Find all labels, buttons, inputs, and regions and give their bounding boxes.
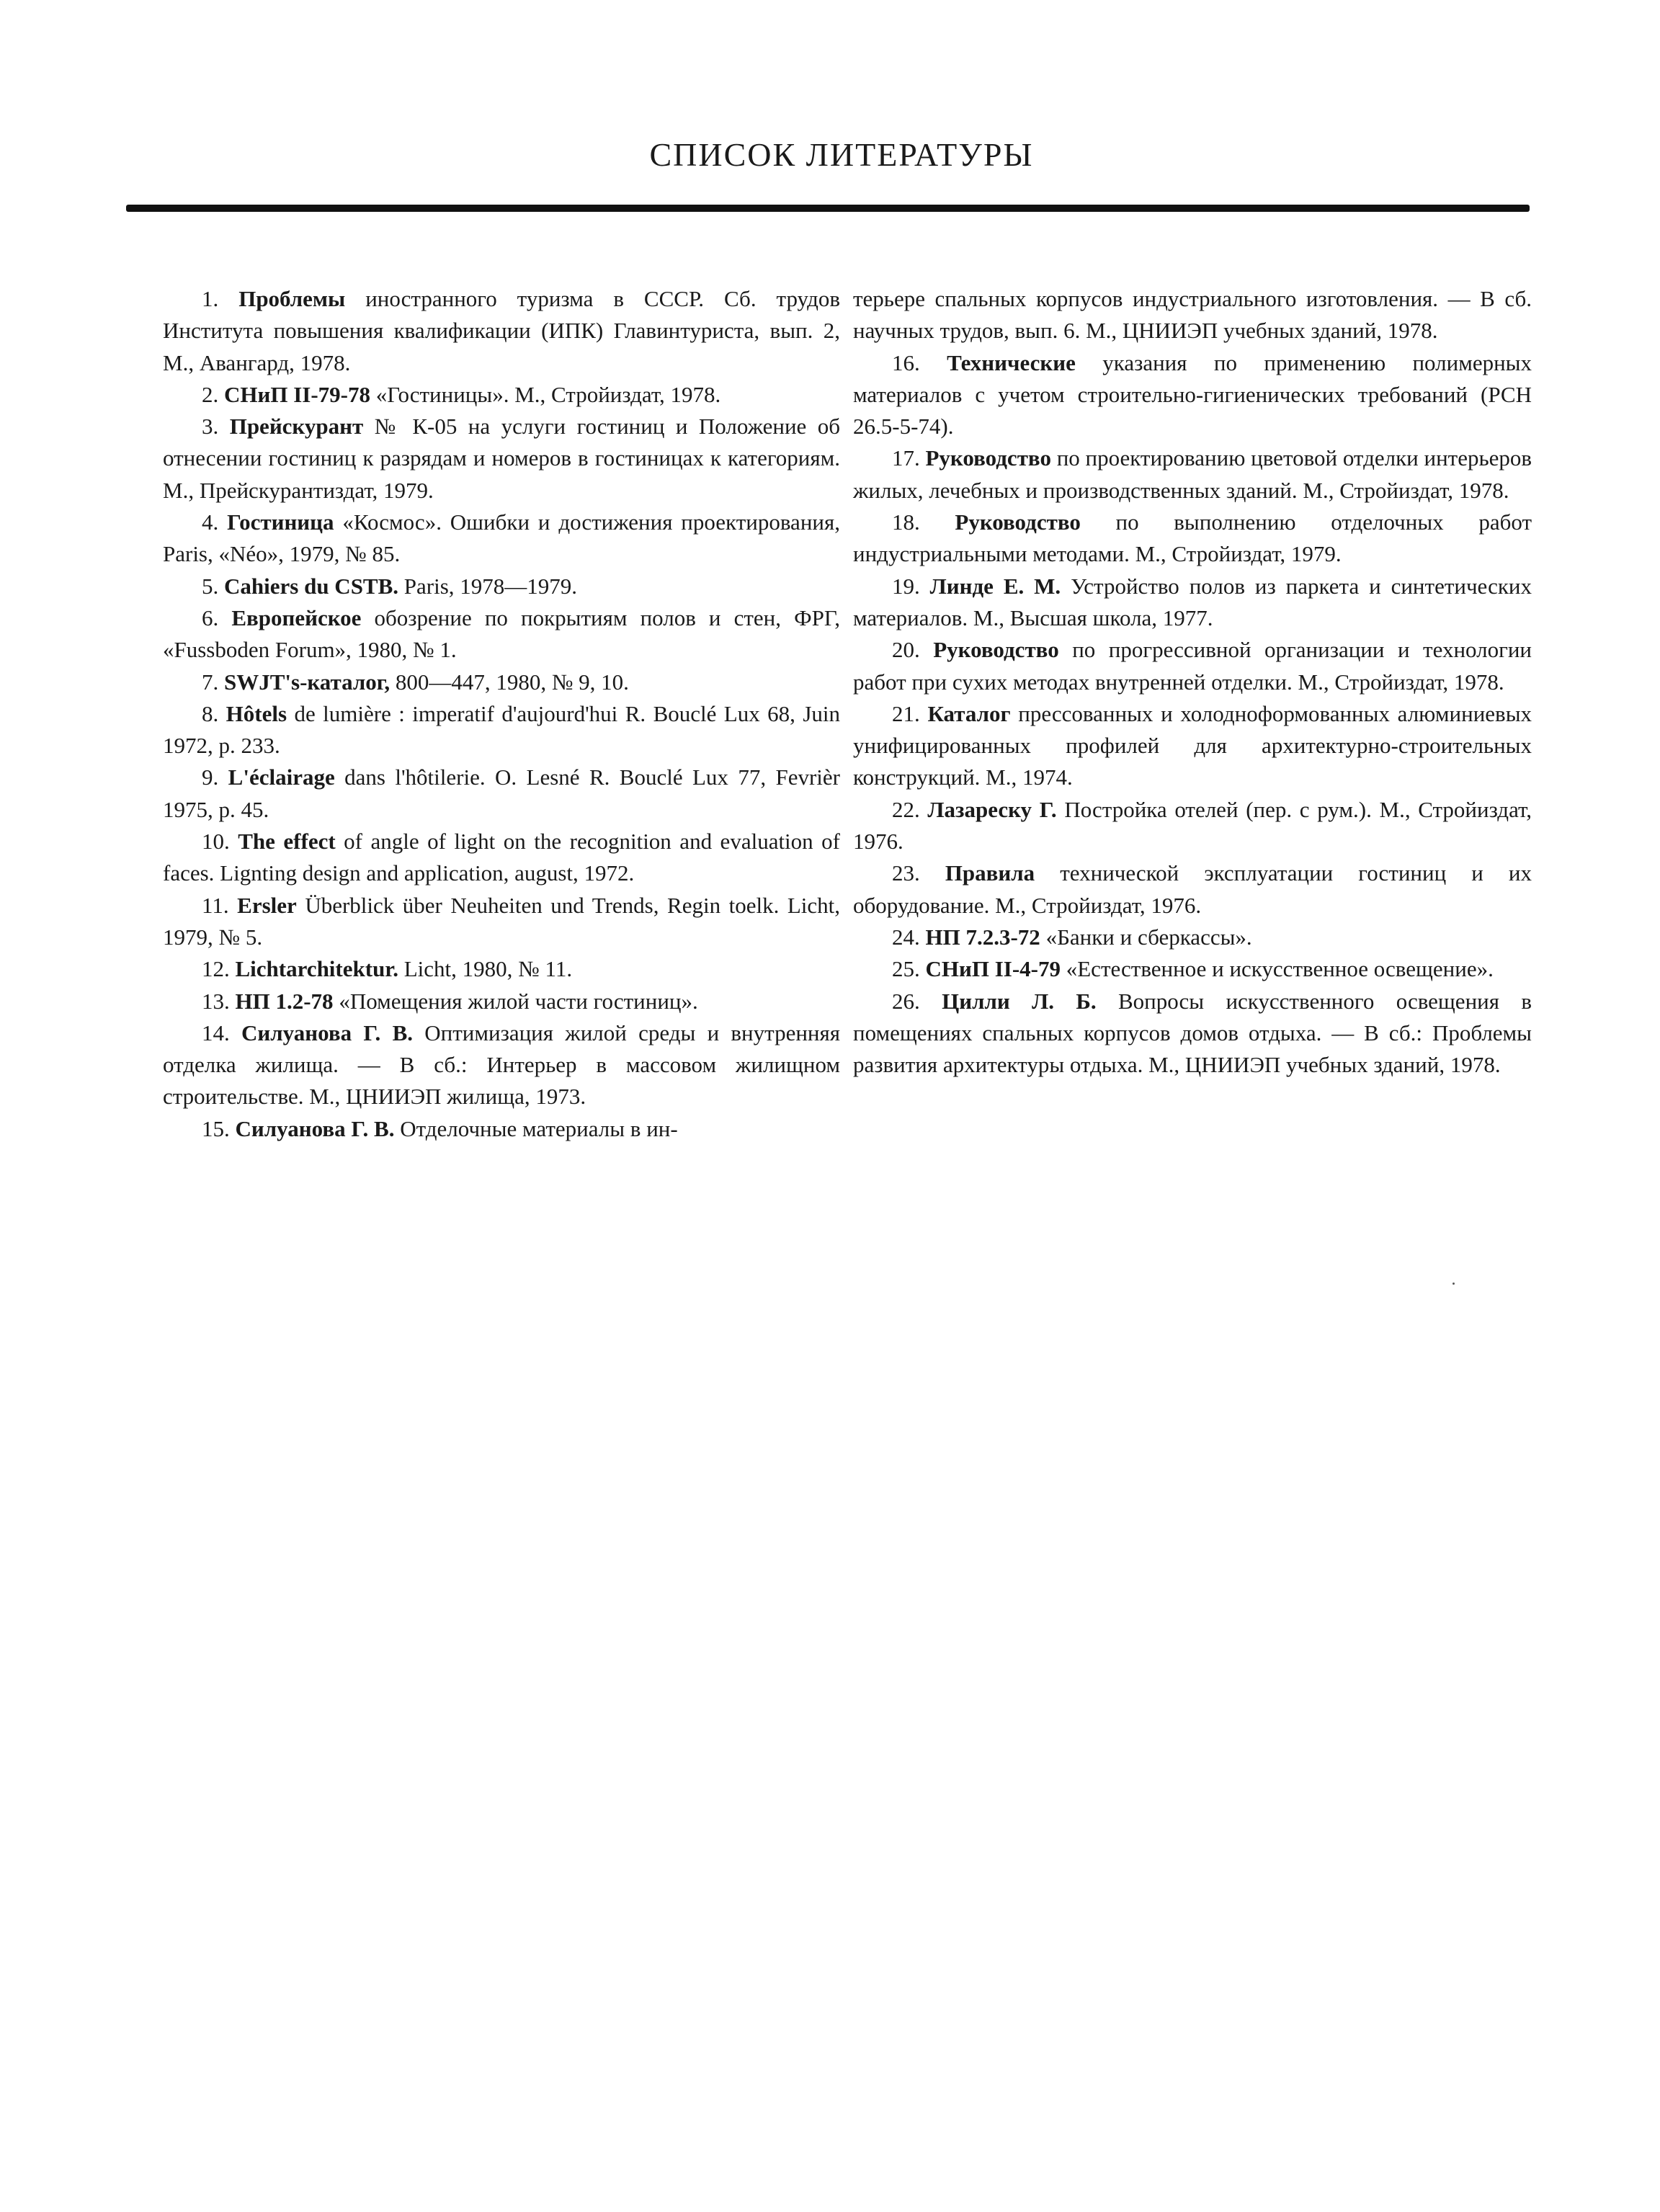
entry-lead: Cahiers du CSTB. bbox=[224, 573, 399, 599]
entry-text: Überblick über Neuheiten und Trends, Regin toelk. Licht, 1979, № 5. bbox=[163, 892, 841, 950]
entry-text: по проектированию цветовой отделки интерьеров жилых, лечебных и производственных зданий. М., Стройиздат, 1978. bbox=[853, 445, 1532, 503]
entry-lead: The effect bbox=[238, 829, 336, 855]
bibliography-entry bbox=[163, 283, 840, 379]
entry-lead: Ersler bbox=[237, 892, 297, 918]
bibliography-entry bbox=[853, 922, 1532, 953]
entry-text: Устройство полов из паркета и синтетических материалов. М., Высшая школа, 1977. bbox=[853, 573, 1532, 630]
entry-lead: Руководство bbox=[933, 637, 1059, 663]
entry-text: dans l'hôtilerie. O. Lesné R. Bouclé Lux 77, Fevrièr 1975, p. 45. bbox=[163, 764, 840, 822]
entry-text: № К-05 на услуги гостиниц и Положение об отнесении гостиниц к разрядам и номеров в гостиницах к категориям. М., Прейскурантиздат, 1979. bbox=[163, 414, 841, 503]
entry-number: 8. bbox=[202, 700, 219, 726]
entry-lead: Технические bbox=[947, 349, 1076, 375]
entry-lead: Лазареску Г. bbox=[927, 796, 1057, 822]
entry-number: 12. bbox=[202, 956, 230, 982]
entry-lead: Hôtels bbox=[226, 700, 287, 726]
entry-lead: SWJT's-каталог, bbox=[224, 669, 391, 695]
entry-number: 22. bbox=[892, 796, 920, 822]
entry-number: 18. bbox=[892, 509, 920, 535]
entry-text: Вопросы искусственного освещения в помещениях спальных корпусов домов отдыха. — В сб.: Проблемы развития архитектуры отдыха. М., ЦНИИЭП учебных зданий, 1978. bbox=[853, 988, 1532, 1078]
entry-lead: Европейское bbox=[231, 605, 362, 630]
entry-text: Оптимизация жилой среды и внутренняя отделка жилища. — В сб.: Интерьер в массовом жилищном строительстве. М., ЦНИИЭП жилища, 1973. bbox=[163, 1020, 841, 1110]
bibliography-entry bbox=[163, 602, 840, 666]
bibliography-left-column bbox=[163, 283, 840, 1145]
bibliography-entry bbox=[853, 634, 1532, 698]
entry-lead: Линде Е. М. bbox=[929, 573, 1061, 599]
entry-number: 3. bbox=[202, 414, 219, 440]
entry-text: de lumière : imperatif d'aujourd'hui R. Bouclé Lux 68, Juin 1972, p. 233. bbox=[163, 700, 840, 759]
entry-lead: Руководство bbox=[925, 445, 1051, 471]
bibliography-entry bbox=[853, 698, 1532, 794]
entry-number: 4. bbox=[202, 509, 219, 535]
entry-lead: Силуанова Г. В. bbox=[235, 1115, 395, 1141]
entry-text: терьере спальных корпусов индустриального изготовления. — В сб. научных трудов, вып. 6. М., ЦНИИЭП учебных зданий, 1978. bbox=[853, 286, 1532, 344]
entry-text: Отделочные материалы в ин- bbox=[400, 1115, 678, 1141]
page-title: СПИСОК ЛИТЕРАТУРЫ bbox=[649, 136, 1034, 173]
entry-lead: НП 1.2-78 bbox=[235, 988, 334, 1014]
bibliography-entry bbox=[163, 826, 840, 890]
entry-number: 7. bbox=[202, 669, 219, 695]
entry-text: технической эксплуатации гостиниц и их оборудование. М., Стройиздат, 1976. bbox=[853, 860, 1532, 918]
bibliography-entry bbox=[853, 857, 1532, 922]
entry-text: по прогрессивной организации и технологии работ при сухих методах внутренней отделки. М., Стройиздат, 1978. bbox=[853, 637, 1532, 695]
bibliography-entry bbox=[163, 571, 840, 602]
entry-number: 26. bbox=[892, 988, 920, 1014]
bibliography-entry bbox=[163, 379, 840, 411]
entry-lead: СНиП II-79-78 bbox=[224, 381, 370, 407]
entry-text: «Помещения жилой части гостиниц». bbox=[339, 988, 698, 1014]
entry-text: «Естественное и искусственное освещение». bbox=[1066, 956, 1494, 982]
entry-text: по выполнению отделочных работ индустриальными методами. М., Стройиздат, 1979. bbox=[853, 509, 1532, 567]
entry-lead: Проблемы bbox=[238, 286, 346, 311]
entry-text: «Банки и сберкассы». bbox=[1045, 924, 1252, 950]
entry-number: 2. bbox=[202, 381, 219, 407]
entry-lead: Прейскурант bbox=[229, 414, 364, 440]
entry-lead: Правила bbox=[945, 860, 1035, 886]
bibliography-entry bbox=[853, 507, 1532, 571]
bibliography-entry bbox=[163, 1017, 840, 1113]
title-rule bbox=[126, 205, 1530, 212]
bibliography-entry bbox=[163, 411, 840, 507]
entry-text: 800—447, 1980, № 9, 10. bbox=[395, 669, 629, 695]
entry-text: Постройка отелей (пер. с рум.). М., Стройиздат, 1976. bbox=[853, 796, 1532, 855]
bibliography-entry bbox=[163, 890, 840, 954]
entry-lead: Руководство bbox=[955, 509, 1081, 535]
entry-lead: Силуанова Г. В. bbox=[241, 1020, 413, 1045]
entry-text: прессованных и холодноформованных алюминиевых унифицированных профилей для архитектурно-строительных конструкций. М., 1974. bbox=[853, 700, 1532, 790]
entry-number: 25. bbox=[892, 956, 920, 982]
entry-lead: НП 7.2.3-72 bbox=[925, 924, 1040, 950]
entry-lead: L'éclairage bbox=[228, 764, 335, 790]
bibliography-entry bbox=[163, 507, 840, 571]
entry-text: иностранного туризма в СССР. Сб. трудов Института повышения квалификации (ИПК) Главинтуриста, вып. 2, М., Авангард, 1978. bbox=[163, 286, 841, 375]
bibliography-entry bbox=[853, 571, 1532, 635]
entry-number: 23. bbox=[892, 860, 920, 886]
entry-number: 13. bbox=[202, 988, 230, 1014]
entry-lead: Lichtarchitektur. bbox=[235, 956, 398, 982]
entry-number: 16. bbox=[892, 349, 920, 375]
entry-lead: Гостиница bbox=[227, 509, 334, 535]
bibliography-entry bbox=[853, 953, 1532, 985]
entry-text: указания по применению полимерных материалов с учетом строительно-гигиенических требований (РСН 26.5-5-74). bbox=[853, 349, 1532, 440]
entry-lead: Каталог bbox=[927, 700, 1011, 726]
entry-lead: Цилли Л. Б. bbox=[942, 988, 1097, 1014]
bibliography-entry bbox=[853, 794, 1532, 858]
bibliography-entry bbox=[163, 698, 840, 762]
entry-number: 11. bbox=[202, 892, 229, 918]
entry-number: 6. bbox=[202, 605, 219, 630]
entry-lead: СНиП II-4-79 bbox=[925, 956, 1061, 982]
entry-number: 15. bbox=[202, 1115, 230, 1141]
entry-number: 20. bbox=[892, 637, 920, 663]
entry-number: 21. bbox=[892, 700, 920, 726]
bibliography-right-column bbox=[853, 283, 1532, 1081]
bibliography-entry bbox=[163, 1113, 840, 1145]
entry-number: 14. bbox=[202, 1020, 230, 1045]
entry-number: 19. bbox=[892, 573, 920, 599]
entry-number: 1. bbox=[202, 286, 219, 311]
entry-text: «Гостиницы». М., Стройиздат, 1978. bbox=[375, 381, 721, 407]
bibliography-entry bbox=[853, 442, 1532, 507]
bibliography-entry bbox=[163, 986, 840, 1017]
entry-text: Paris, 1978—1979. bbox=[403, 573, 578, 599]
entry-number: 5. bbox=[202, 573, 219, 599]
bibliography-entry bbox=[853, 283, 1532, 347]
bibliography-entry bbox=[163, 953, 840, 985]
print-speck bbox=[1452, 1283, 1455, 1285]
entry-text: обозрение по покрытиям полов и стен, ФРГ, «Fussboden Forum», 1980, № 1. bbox=[163, 605, 840, 663]
entry-number: 10. bbox=[202, 829, 230, 855]
entry-number: 17. bbox=[892, 445, 920, 471]
bibliography-entry bbox=[163, 666, 840, 698]
entry-number: 24. bbox=[892, 924, 920, 950]
entry-text: of angle of light on the recognition and evaluation of faces. Lignting design and application, august, 1972. bbox=[163, 829, 840, 886]
entry-text: Licht, 1980, № 11. bbox=[403, 956, 573, 982]
entry-text: «Космос». Ошибки и достижения проектирования, Paris, «Néo», 1979, № 85. bbox=[163, 509, 841, 567]
entry-number: 9. bbox=[202, 764, 219, 790]
bibliography-entry bbox=[853, 347, 1532, 443]
bibliography-entry bbox=[853, 986, 1532, 1082]
bibliography-entry bbox=[163, 762, 840, 826]
